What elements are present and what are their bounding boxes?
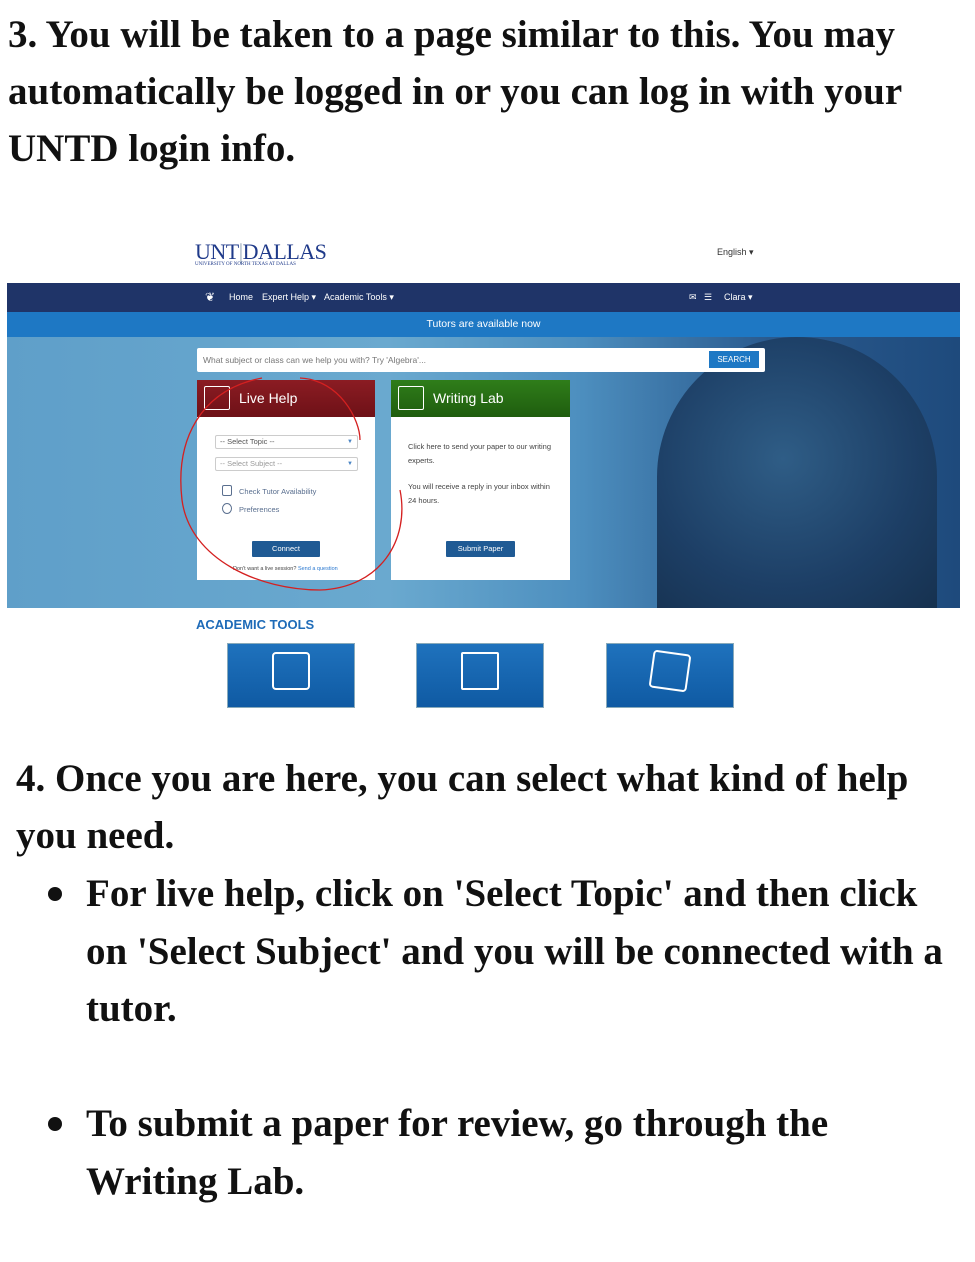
chevron-down-icon: ▼ — [347, 461, 353, 467]
check-label: Check Tutor Availability — [239, 487, 317, 496]
tutors-available-banner: Tutors are available now — [7, 312, 960, 337]
nav-bar — [7, 283, 960, 312]
site-header — [7, 230, 960, 283]
writing-lab-text-1: Click here to send your paper to our writing experts. — [408, 442, 551, 465]
preferences-label: Preferences — [239, 505, 280, 514]
writing-icon — [398, 386, 424, 410]
unt-dallas-logo: UNT|DALLAS UNIVERSITY OF NORTH TEXAS AT DALLAS — [195, 239, 327, 267]
topic-value: -- Select Topic -- — [220, 437, 275, 446]
nav-expert-help[interactable]: Expert Help ▾ — [262, 292, 317, 302]
list-icon[interactable]: ☰ — [704, 292, 713, 302]
calendar-icon — [222, 485, 232, 496]
nav-home[interactable]: Home — [229, 292, 254, 302]
nav-academic-tools[interactable]: Academic Tools ▾ — [324, 292, 394, 302]
writing-lab-card — [391, 380, 570, 580]
laptop-graduation-icon — [461, 652, 499, 690]
logo-leaf-icon[interactable]: ❦ — [205, 290, 216, 304]
bullet-icon — [48, 887, 62, 901]
flashcards-icon — [649, 650, 692, 693]
live-chat-icon — [204, 386, 230, 410]
preferences-link[interactable] — [239, 505, 279, 514]
hero-section — [7, 337, 960, 608]
puzzle-icon — [272, 652, 310, 690]
submit-paper-button[interactable]: Submit Paper — [446, 541, 515, 557]
website-screenshot — [7, 230, 960, 708]
user-menu[interactable]: Clara ▾ — [724, 292, 753, 302]
live-help-title: Live Help — [239, 390, 298, 406]
check-tutor-availability-link[interactable] — [239, 487, 316, 496]
footer-text: Don't want a live session? — [233, 566, 297, 572]
connect-button[interactable]: Connect — [252, 541, 320, 557]
select-topic-dropdown[interactable] — [215, 435, 358, 449]
student-photo — [657, 337, 937, 608]
bullet-live-help: For live help, click on 'Select Topic' and then click on 'Select Subject' and you will be connected with a tutor. — [86, 872, 943, 1030]
bullet-writing-lab: To submit a paper for review, go through the Writing Lab. — [86, 1102, 829, 1203]
step-4-text: 4. Once you are here, you can select what kind of help you need. — [16, 757, 909, 857]
writing-lab-text-2: You will receive a reply in your inbox within 24 hours. — [408, 482, 550, 505]
live-help-card — [197, 380, 375, 580]
mail-icon[interactable]: ✉ — [689, 292, 697, 302]
chevron-down-icon: ▼ — [347, 439, 353, 445]
language-select[interactable]: English ▾ — [717, 247, 754, 257]
search-placeholder: What subject or class can we help you with? Try 'Algebra'... — [203, 355, 426, 365]
search-input[interactable] — [197, 348, 765, 372]
academic-tool-tile-2[interactable] — [416, 643, 544, 708]
writing-lab-title: Writing Lab — [433, 390, 504, 406]
send-question-link[interactable]: Send a question — [297, 566, 338, 572]
search-button[interactable]: SEARCH — [709, 351, 759, 368]
academic-tool-tile-3[interactable] — [606, 643, 734, 708]
academic-tool-tile-1[interactable] — [227, 643, 355, 708]
subject-value: -- Select Subject -- — [220, 459, 283, 468]
select-subject-dropdown[interactable] — [215, 457, 358, 471]
gear-icon — [222, 503, 232, 514]
academic-tools-heading: ACADEMIC TOOLS — [196, 617, 315, 632]
live-help-footer — [233, 566, 338, 572]
step-3-text: 3. You will be taken to a page similar to this. You may automatically be logged in or you can log in with your UNTD login info. — [8, 13, 902, 170]
bullet-icon — [48, 1117, 62, 1131]
